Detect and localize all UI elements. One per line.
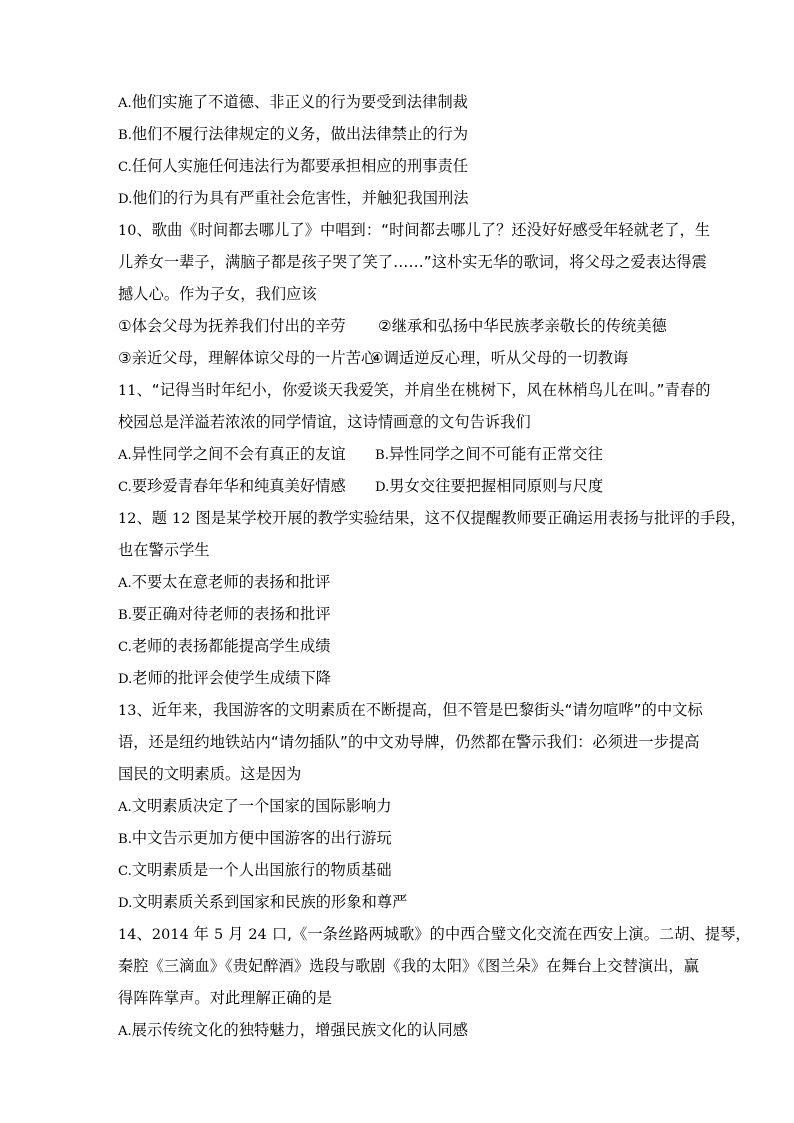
- question-14-stem-line-3: 得阵阵掌声。对此理解正确的是: [118, 989, 333, 1007]
- question-14-day: 24: [248, 927, 267, 943]
- option-marker-c: C.: [118, 480, 132, 495]
- option-cell-q11-c: [118, 470, 375, 504]
- question-number-12: 12: [118, 511, 137, 527]
- option-row-q12-d: [118, 662, 684, 694]
- question-11-stem-line-1: [118, 374, 711, 406]
- option-text-c: 文明素质是一个人出国旅行的物质基础: [131, 861, 392, 879]
- question-number-13: 13: [118, 703, 137, 719]
- option-text-a: 不要太在意老师的表扬和批评: [131, 573, 331, 591]
- question-11-stem-text-1: 、“记得当时年纪小，你爱谈天我爱笑，并肩坐在桃树下，风在林梢鸟儿在叫。”青春的: [136, 381, 711, 399]
- option-row-q9-d: [118, 182, 684, 214]
- question-13-stem-line-3: 国民的文明素质。这是因为: [118, 765, 302, 783]
- option-marker-b: B.: [375, 448, 389, 463]
- option-marker-b: B.: [118, 608, 132, 623]
- option-text-circled-2: ②继承和弘扬中华民族孝亲敬长的传统美德: [378, 317, 667, 335]
- option-marker-d: D.: [118, 192, 133, 207]
- option-row-q14-a: [118, 1014, 684, 1046]
- question-10-stem-line-1: [118, 214, 711, 246]
- question-10-stem-line-3: 撼人心。作为子女，我们应该: [118, 285, 317, 303]
- option-cell-q11-b: [375, 445, 603, 463]
- question-11-stem-line-2: 校园总是洋溢若浓浓的同学情谊，这诗情画意的文句告诉我们: [118, 413, 531, 431]
- option-marker-b: B.: [118, 128, 132, 143]
- question-14-year-unit: 年: [188, 925, 214, 943]
- option-text-c: 老师的表扬都能提高学生成绩: [131, 637, 331, 655]
- option-row-q13-d: [118, 886, 684, 918]
- option-text-a: 展示传统文化的独特魅力，增强民族文化的认同感: [131, 1021, 469, 1039]
- option-text-a: 文明素质决定了一个国家的国际影响力: [131, 797, 392, 815]
- question-14-sep: 、: [136, 925, 152, 943]
- question-14-stem-line-2: 秦腔《三滴血》《贵妃醉酒》选段与歌剧《我的太阳》《图兰朵》在舞台上交替演出，赢: [118, 957, 700, 975]
- option-row-q12-a: [118, 566, 684, 598]
- option-marker-d: D.: [118, 672, 133, 687]
- option-marker-d: D.: [375, 480, 390, 495]
- question-14-month: 5: [214, 927, 224, 943]
- option-cell-q11-d: [375, 477, 603, 495]
- option-text-c: 任何人实施任何违法行为都要承担相应的刑事责任: [131, 157, 469, 175]
- question-number-14: 14: [118, 927, 137, 943]
- question-12-figure-number: 12: [172, 511, 191, 527]
- question-12-stem-text-pre: 、题: [136, 509, 173, 527]
- option-row-q12-b: [118, 598, 684, 630]
- option-text-b: 中文告示更加方便中国游客的出行游玩: [131, 829, 392, 847]
- option-text-b: 他们不履行法律规定的义务，做出法律禁止的行为: [131, 125, 469, 143]
- option-text-circled-3: ③亲近父母，理解体谅父母的一片苦心: [118, 349, 377, 367]
- question-11-options-row-1: [118, 438, 684, 470]
- option-text-d: 他们的行为具有严重社会危害性，并触犯我国刑法: [132, 189, 469, 207]
- question-13-stem-line-1: [118, 694, 703, 726]
- option-marker-a: A.: [118, 96, 132, 111]
- question-number-11: 11: [118, 383, 137, 399]
- option-row-q12-c: [118, 630, 684, 662]
- option-marker-c: C.: [118, 640, 132, 655]
- option-marker-b: B.: [118, 832, 132, 847]
- option-text-d: 文明素质关系到国家和民族的形象和尊严: [132, 893, 408, 911]
- option-row-q13-c: [118, 854, 684, 886]
- question-10-options-row-1: [118, 310, 684, 342]
- exam-content: [118, 86, 751, 1046]
- option-row-q9-b: [118, 118, 684, 150]
- option-text-c: 要珍爱青春年华和纯真美好情感: [131, 477, 346, 495]
- question-14-month-unit: 月: [223, 925, 249, 943]
- option-text-circled-4: ④调适逆反心理，听从父母的一切教诲: [370, 349, 629, 367]
- question-13-stem-text-1: 、近年来，我国游客的文明素质在不断提高，但不管是巴黎街头“请勿喧哗”的中文标: [136, 701, 703, 719]
- question-13-stem-line-2: 语，还是纽约地铁站内“请勿插队”的中文劝导牌，仍然都在警示我们：必须进一步提高: [118, 733, 700, 751]
- option-text-b: 要正确对待老师的表扬和批评: [131, 605, 331, 623]
- question-10-stem-text-1: 、歌曲《时间都去哪儿了》中唱到：“时间都去哪儿了？还没好好感受年轻就老了，生: [136, 221, 711, 239]
- option-text-b: 异性同学之间不可能有正常交往: [388, 445, 603, 463]
- option-marker-a: A.: [118, 448, 132, 463]
- option-marker-a: A.: [118, 800, 132, 815]
- option-text-a: 他们实施了不道德、非正义的行为要受到法律制裁: [131, 93, 469, 111]
- question-10-stem-line-2: 儿养女一辈子，满脑子都是孩子哭了笑了……”这朴实无华的歌词，将父母之爱表达得震: [118, 253, 707, 271]
- option-marker-a: A.: [118, 1024, 132, 1039]
- option-text-circled-1: ①体会父母为抚养我们付出的辛劳: [118, 317, 346, 335]
- option-row-q9-a: [118, 86, 684, 118]
- option-row-q13-a: [118, 790, 684, 822]
- option-row-q9-c: [118, 150, 684, 182]
- option-marker-c: C.: [118, 864, 132, 879]
- question-12-stem-line-1: [118, 502, 746, 534]
- question-11-options-row-2: [118, 470, 684, 502]
- option-text-a: 异性同学之间不会有真正的友谊: [131, 445, 346, 463]
- question-12-stem-text-post: 图是某学校开展的教学实验结果，这不仅提醒教师要正确运用表扬与批评的手段，: [190, 509, 746, 527]
- option-text-d: 老师的批评会使学生成绩下降: [132, 669, 332, 687]
- question-12-stem-line-2: 也在警示学生: [118, 541, 210, 559]
- option-marker-d: D.: [118, 896, 133, 911]
- question-14-stem-text-1: 口,《一条丝路两城歌》的中西合璧文化交流在西安上演。二胡、提琴，: [266, 925, 751, 943]
- option-row-q13-b: [118, 822, 684, 854]
- question-number-10: 10: [118, 223, 137, 239]
- option-marker-c: C.: [118, 160, 132, 175]
- option-marker-a: A.: [118, 576, 132, 591]
- question-14-stem-line-1: [118, 918, 751, 950]
- option-cell-q11-a: [118, 438, 375, 472]
- question-14-year: 2014: [151, 927, 189, 943]
- option-text-d: 男女交往要把握相同原则与尺度: [389, 477, 604, 495]
- question-10-options-row-2: [118, 342, 684, 374]
